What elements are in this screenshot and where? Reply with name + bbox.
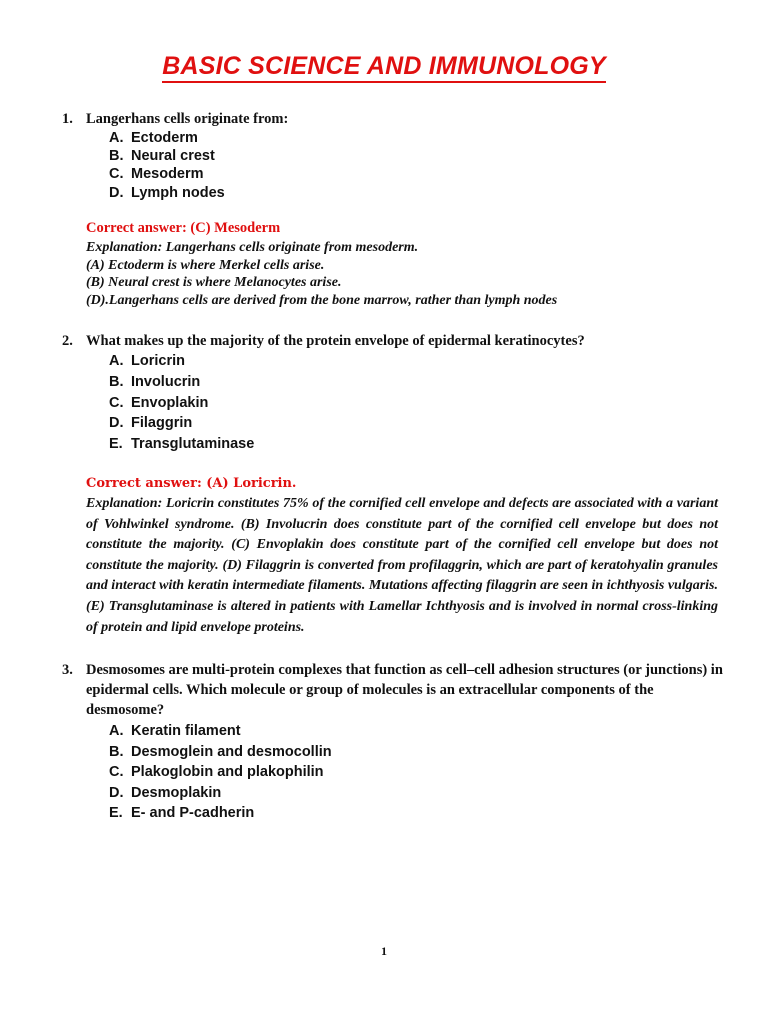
option-letter: A. xyxy=(109,723,124,739)
question-3-options xyxy=(109,721,332,824)
option-row[interactable] xyxy=(109,372,254,393)
option-row[interactable] xyxy=(109,393,254,414)
option-row[interactable] xyxy=(109,129,225,147)
option-row[interactable] xyxy=(109,351,254,372)
option-letter: C. xyxy=(109,764,124,780)
option-text: Lymph nodes xyxy=(131,184,225,201)
option-text: Desmoplakin xyxy=(131,784,222,801)
option-row[interactable] xyxy=(109,783,332,804)
option-row[interactable] xyxy=(109,184,225,202)
question-1-explanation xyxy=(86,239,718,310)
option-letter: A. xyxy=(109,353,124,369)
option-text: Neural crest xyxy=(131,148,215,165)
option-row[interactable] xyxy=(109,762,332,783)
option-text: Ectoderm xyxy=(131,130,198,146)
option-text: Mesoderm xyxy=(131,166,204,183)
question-2-correct-answer: Correct answer: (A) Loricrin. xyxy=(86,476,297,491)
option-row[interactable] xyxy=(109,147,225,165)
explanation-line: (A) Ectoderm is where Merkel cells arise. xyxy=(86,257,325,273)
option-letter: C. xyxy=(109,166,124,183)
option-text: Loricrin xyxy=(131,353,185,369)
question-2-options xyxy=(109,351,254,455)
explanation-line: (B) Neural crest is where Melanocytes arise. xyxy=(86,275,342,291)
option-letter: C. xyxy=(109,394,124,411)
option-letter: B. xyxy=(109,743,124,760)
option-letter: D. xyxy=(109,184,124,201)
option-text: Involucrin xyxy=(131,373,201,390)
option-text: Keratin filament xyxy=(131,723,241,739)
explanation-line: (D).Langerhans cells are derived from the bone marrow, rather than lymph nodes xyxy=(86,293,558,309)
question-2-number: 2. xyxy=(62,333,73,349)
option-text: Transglutaminase xyxy=(131,436,255,453)
question-3-text: Desmosomes are multi-protein complexes that function as cell–cell adhesion structures (or junctions) in epidermal cells. Which molecule or group of molecules is an extracellular components of the desmosome? xyxy=(86,662,723,718)
option-row[interactable] xyxy=(109,721,332,742)
question-1-number: 1. xyxy=(62,111,73,127)
title-text: BASIC SCIENCE AND IMMUNOLOGY xyxy=(162,52,606,83)
option-row[interactable] xyxy=(109,165,225,183)
option-row[interactable] xyxy=(109,803,332,824)
option-letter: D. xyxy=(109,415,124,432)
question-2-text: What makes up the majority of the protein envelope of epidermal keratinocytes? xyxy=(86,333,585,349)
explanation-line: Explanation: Langerhans cells originate from mesoderm. xyxy=(86,240,419,255)
question-2-explanation: Explanation: Loricrin constitutes 75% of the cornified cell envelope and defects are associated with a variant of Vohlwinkel syndrome. (B) Involucrin does constitute part of the cornified cell envelope but does not constitute the majority. (C) Envoplakin does constitute part of the cornified cell envelope but does not constitute the majority. (D) Filaggrin is converted from profilaggrin, which are part of keratohyalin granules and interact with keratin intermediate filaments. Mutations affecting filaggrin are seen in ichthyosis vulgaris. (E) Transglutaminase is altered in patients with Lamellar Ichthyosis and is involved in normal cross-linking of protein and lipid envelope proteins. xyxy=(86,496,718,635)
option-letter: B. xyxy=(109,148,124,165)
option-letter: E. xyxy=(109,805,123,821)
question-3-number: 3. xyxy=(62,662,73,678)
option-row[interactable] xyxy=(109,742,332,763)
option-text: Filaggrin xyxy=(131,415,193,432)
option-letter: A. xyxy=(109,130,124,146)
question-1-correct-answer: Correct answer: (C) Mesoderm xyxy=(86,220,281,236)
option-text: Plakoglobin and plakophilin xyxy=(131,764,324,780)
option-text: Envoplakin xyxy=(131,394,209,411)
option-text: Desmoglein and desmocollin xyxy=(131,743,332,760)
option-row[interactable] xyxy=(109,434,254,455)
option-letter: D. xyxy=(109,784,124,801)
option-letter: B. xyxy=(109,373,124,390)
question-1-options xyxy=(109,129,225,202)
page-title xyxy=(0,52,768,81)
question-1-text: Langerhans cells originate from: xyxy=(86,111,289,127)
option-row[interactable] xyxy=(109,413,254,434)
page-number: 1 xyxy=(381,944,387,958)
option-letter: E. xyxy=(109,436,123,453)
option-text: E- and P-cadherin xyxy=(131,805,255,821)
